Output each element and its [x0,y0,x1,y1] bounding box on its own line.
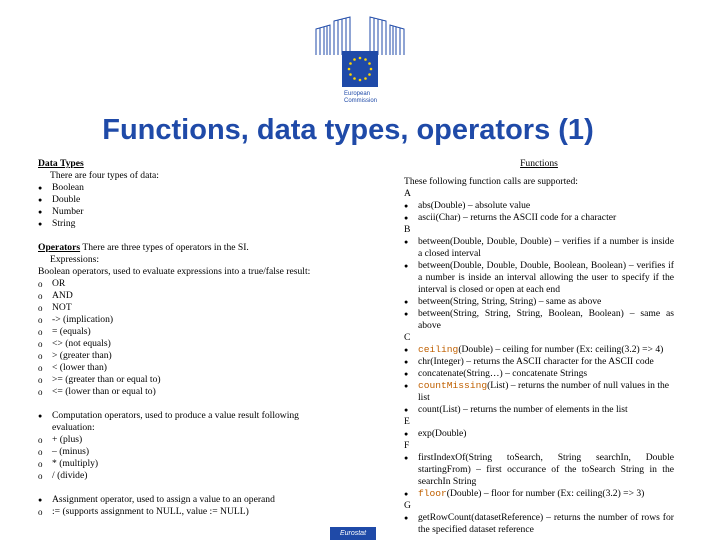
function-item: ● count(List) – returns the number of elements in the list [404,404,674,416]
data-type-item: ● Double [38,194,314,206]
section-letter-g: G [404,500,411,511]
operators-line [38,242,314,254]
data-types-intro: There are four types of data: [50,170,159,181]
eurostat-footer-logo: Eurostat [330,527,376,540]
computation-operator-item: o + (plus) [38,434,314,446]
computation-operator-item: o – (minus) [38,446,314,458]
computation-operators-desc: ● Computation operators, used to produce a value result following evaluation: [38,410,314,434]
computation-operator-item: o * (multiply) [38,458,314,470]
left-column [38,158,314,518]
logo-text [344,91,377,105]
data-type-item: ● Number [38,206,314,218]
logo-line2: Commission [344,98,378,104]
boolean-operators-desc: Boolean operators, used to evaluate expressions into a true/false result: [38,266,311,277]
function-item [404,344,674,356]
function-item: ● ascii(Char) – returns the ASCII code for a character [404,212,674,224]
slide-title: Functions, data types, operators (1) [102,114,594,146]
boolean-operator-item: o NOT [38,302,314,314]
data-type-item: ● String [38,218,314,230]
boolean-operator-item: o AND [38,290,314,302]
european-commission-logo [312,15,408,104]
assignment-operator-item: o := (supports assignment to NULL, value := NULL) [38,506,314,518]
boolean-operator-item: o > (greater than) [38,350,314,362]
eu-flag-icon [342,51,378,87]
boolean-operator-item: o >= (greater than or equal to) [38,374,314,386]
boolean-operator-item: o = (equals) [38,326,314,338]
section-letter-f: F [404,440,410,451]
function-item: ● between(String, String, String) – same as above [404,296,674,308]
function-name: ceiling [418,344,459,355]
function-desc: (Double) – floor for number (Ex: ceiling(3.2) => 3) [446,488,645,499]
section-letter-a: A [404,188,411,199]
function-name: countMissing [418,380,488,391]
function-item: ● firstIndexOf(String toSearch, String searchIn, Double startingFrom) – first occurance of the toSearch String in the searchIn String [404,452,674,488]
function-item: ● between(Double, Double, Double) – verifies if a number is inside a closed interval [404,236,674,260]
function-item: ● between(Double, Double, Double, Boolean, Boolean) – verifies if a number is inside an interval allowing the user to specify if the interval is closed or open at each end [404,260,674,296]
function-item: ● abs(Double) – absolute value [404,200,674,212]
section-letter-c: C [404,332,411,343]
boolean-operator-item: o <= (lower than or equal to) [38,386,314,398]
function-item: ● exp(Double) [404,428,674,440]
function-name: floor [418,488,447,499]
functions-heading: Functions [520,158,558,169]
logo-line1: European [344,91,371,97]
assignment-operator-desc: ● Assignment operator, used to assign a value to an operand [38,494,314,506]
operators-heading: Operators [38,242,81,253]
section-letter-b: B [404,224,411,235]
function-desc: (List) – returns the number of null values in the list [418,380,670,403]
operators-intro: There are three types of operators in the SI. [80,242,249,253]
function-item [404,380,674,404]
function-desc: (Double) – ceiling for number (Ex: ceiling(3.2) => 4) [458,344,664,355]
functions-intro: These following function calls are supported: [404,176,578,187]
function-item: ● getRowCount(datasetReference) – returns the number of rows for the specified dataset reference [404,512,674,536]
boolean-operator-item: o -> (implication) [38,314,314,326]
function-item: ● between(String, String, String, Boolean, Boolean) – same as above [404,308,674,332]
expressions-label: Expressions: [50,254,100,265]
boolean-operator-item: o < (lower than) [38,362,314,374]
section-letter-e: E [404,416,410,427]
function-item: ● chr(Integer) – returns the ASCII character for the ASCII code [404,356,674,368]
function-item [404,488,674,500]
boolean-operator-item: o <> (not equals) [38,338,314,350]
data-type-item: ● Boolean [38,182,314,194]
computation-operator-item: o / (divide) [38,470,314,482]
data-types-heading: Data Types [38,158,84,169]
function-item: ● concatenate(String…) – concatenate Strings [404,368,674,380]
right-column [404,158,674,536]
boolean-operator-item: o OR [38,278,314,290]
